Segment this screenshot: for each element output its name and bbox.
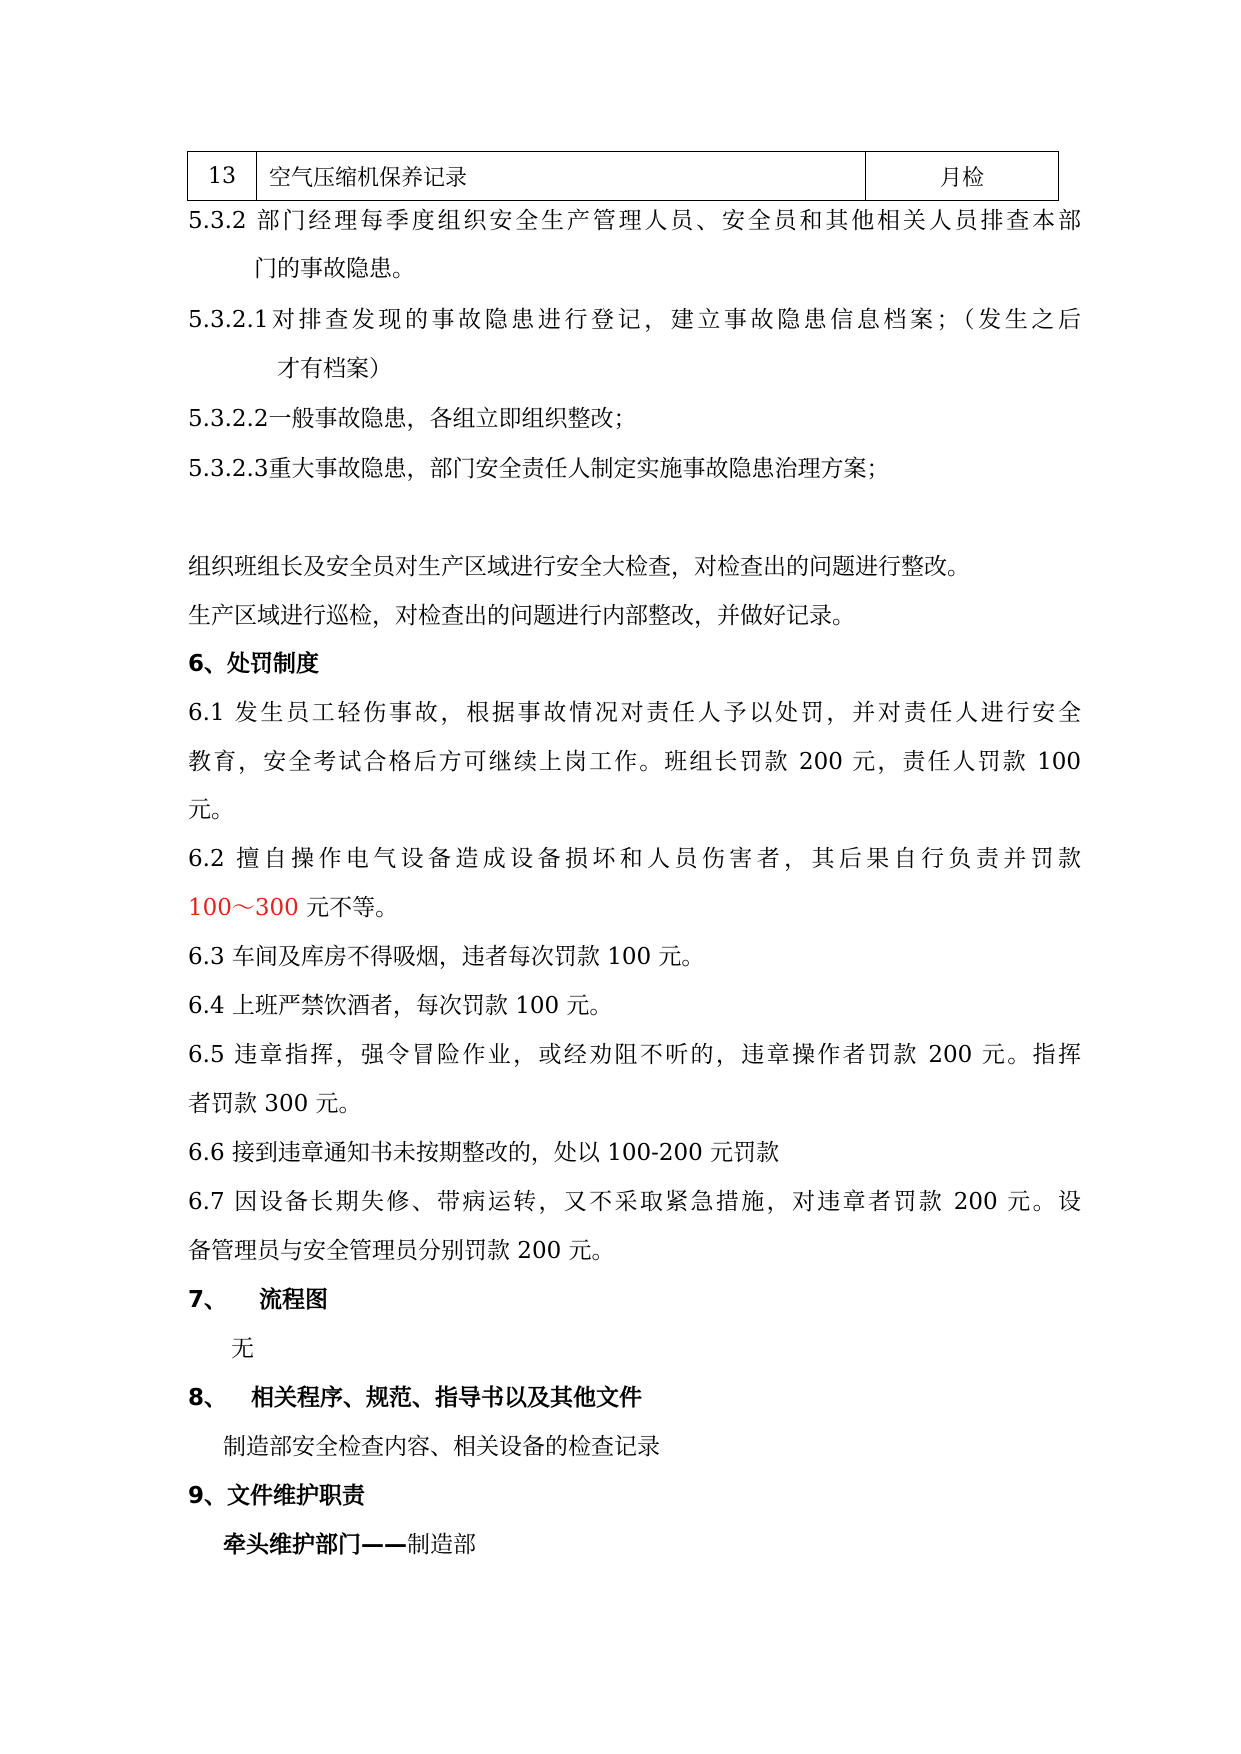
- section-7-heading: 7、 流程图: [188, 1287, 329, 1313]
- clause-5-3-2-line2: 门的事故隐患。: [254, 256, 415, 282]
- clause-6-3: 6.3 车间及库房不得吸烟，违者每次罚款 100 元。: [188, 944, 705, 970]
- fine-range-highlight: 100～300: [188, 895, 299, 921]
- record-name: 空气压缩机保养记录: [257, 152, 866, 201]
- clause-6-7-line2: 备管理员与安全管理员分别罚款 200 元。: [188, 1238, 615, 1264]
- clause-6-2-suffix: 元不等。: [298, 895, 399, 921]
- clause-5-3-2-2: 5.3.2.2一般事故隐患，各组立即组织整改；: [188, 406, 637, 432]
- clause-5-3-2-3: 5.3.2.3重大事故隐患，部门安全责任人制定实施事故隐患治理方案；: [188, 456, 890, 482]
- section-9-body: [223, 1532, 1081, 1560]
- section-8-heading: 8、 相关程序、规范、指导书以及其他文件: [188, 1385, 643, 1411]
- clause-6-2-line1: 6.2 擅自操作电气设备造成设备损坏和人员伤害者，其后果自行负责并罚款: [188, 846, 1081, 872]
- clause-6-2-line2: [188, 895, 1081, 923]
- clause-6-5-line2: 者罚款 300 元。: [188, 1091, 362, 1117]
- clause-6-4: 6.4 上班严禁饮酒者，每次罚款 100 元。: [188, 993, 613, 1019]
- table-row: [188, 152, 1059, 201]
- clause-6-7-line1: 6.7 因设备长期失修、带病运转，又不采取紧急措施，对违章者罚款 200 元。设: [188, 1189, 1081, 1215]
- section-6-heading: 6、处罚制度: [188, 651, 320, 677]
- clause-6-6: 6.6 接到违章通知书未按期整改的，处以 100-200 元罚款: [188, 1140, 780, 1166]
- row-number: 13: [188, 152, 257, 201]
- responsible-department: 制造部: [407, 1532, 476, 1558]
- clause-6-1-line2: 教育，安全考试合格后方可继续上岗工作。班组长罚款 200 元，责任人罚款 100: [188, 749, 1081, 775]
- clause-6-1-line3: 元。: [188, 797, 234, 823]
- section-9-heading: 9、文件维护职责: [188, 1483, 366, 1509]
- section-8-body: 制造部安全检查内容、相关设备的检查记录: [223, 1434, 660, 1460]
- inspection-frequency: 月检: [866, 152, 1059, 201]
- clause-6-5-line1: 6.5 违章指挥，强令冒险作业，或经劝阻不听的，违章操作者罚款 200 元。指挥: [188, 1042, 1081, 1068]
- clause-5-3-2-line1: 5.3.2 部门经理每季度组织安全生产管理人员、安全员和其他相关人员排查本部: [188, 208, 1081, 234]
- paragraph-patrol-inspection: 生产区域进行巡检，对检查出的问题进行内部整改，并做好记录。: [188, 603, 855, 629]
- clause-6-1-line1: 6.1 发生员工轻伤事故，根据事故情况对责任人予以处罚，并对责任人进行安全: [188, 700, 1081, 726]
- responsible-label: 牵头维护部门——: [223, 1532, 407, 1558]
- inspection-record-table: [187, 151, 1059, 201]
- clause-5-3-2-1-line1: 5.3.2.1对排查发现的事故隐患进行登记，建立事故隐患信息档案；（发生之后: [188, 307, 1081, 333]
- paragraph-safety-inspection: 组织班组长及安全员对生产区域进行安全大检查，对检查出的问题进行整改。: [188, 554, 970, 580]
- clause-5-3-2-1-line2: 才有档案）: [277, 356, 392, 382]
- section-7-body: 无: [231, 1336, 254, 1362]
